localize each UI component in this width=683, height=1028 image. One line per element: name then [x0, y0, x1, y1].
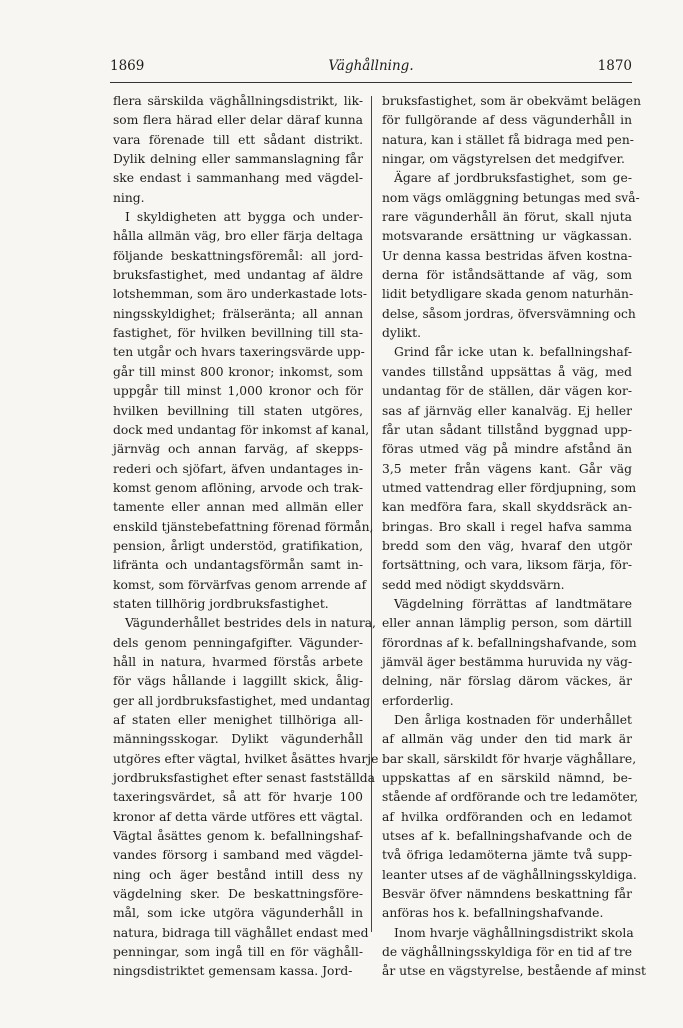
text-line: ning.	[113, 190, 145, 205]
text-line: lotshemman, som äro underkastade lots-	[113, 287, 368, 302]
text-line: uppgår till minst 1,000 kronor och för	[113, 384, 363, 399]
text-line: bruksfastighet, som är obekvämt belägen	[382, 94, 642, 108]
text-line: ning och äger bestånd intill dess ny	[113, 867, 363, 882]
text-line: föras utmed väg på mindre afstånd än	[382, 442, 632, 457]
text-line: männingsskogar. Dylikt vägunderhåll	[113, 732, 363, 747]
text-line: järnväg och annan farväg, af skepps-	[113, 442, 363, 457]
text-line: för fullgörande af dess vägunderhåll in	[382, 113, 632, 128]
text-line: Vägdelning förrättas af landtmätare	[394, 596, 632, 611]
text-line: Dylik delning eller sammanslagning får	[113, 152, 363, 167]
text-line: stående af ordförande och tre ledamöter,	[382, 790, 639, 805]
text-line: komst, som förvärfvas genom arrende af	[113, 577, 367, 592]
text-line: Den årliga kostnaden för underhållet	[394, 713, 632, 727]
text-line: fortsättning, och vara, liksom färja, för-	[382, 558, 632, 573]
text-line: nom vägs omläggning betungas med svå-	[382, 190, 640, 205]
text-line: hvilken bevillning till staten utgöres,	[113, 403, 363, 418]
text-line: staten tillhörig jordbruksfastighet.	[113, 596, 329, 611]
text-line: år utse en vägstyrelse, bestående af minst	[382, 964, 646, 979]
left-column	[113, 92, 379, 982]
text-line: två öfriga ledamöterna jämte två supp-	[382, 848, 632, 863]
paragraph	[382, 343, 637, 594]
text-line: pension, årligt understöd, gratifikation,	[113, 538, 363, 553]
text-line: komst genom aflöning, arvode och trak-	[113, 480, 363, 495]
text-line: 3,5 meter från vägens kant. Går väg	[382, 461, 632, 476]
text-line: ger all jordbruksfastighet, med undantag	[113, 693, 371, 708]
text-line: enskild tjänstebefattning förenad förmån,	[113, 519, 374, 534]
text-line: af allmän väg under den tid mark är	[382, 732, 632, 747]
text-line: Vägunderhållet bestrides dels in natura,	[125, 616, 376, 631]
text-line: Grind får icke utan k. befallningshaf-	[394, 345, 632, 360]
text-line: motsvarande ersättning ur vägkassan.	[382, 229, 632, 244]
text-line: erforderlig.	[382, 693, 454, 708]
text-line: får utan sådant tillstånd byggnad upp-	[382, 422, 632, 437]
text-line: förordnas af k. befallningshafvande, som	[382, 635, 637, 650]
paragraph	[113, 92, 363, 208]
text-line: lifränta och undantagsförmån samt in-	[113, 558, 363, 573]
text-line: för vägs hållande i laggillt skick, ålig-	[113, 674, 363, 689]
text-line: som flera härad eller delar däraf kunna	[113, 113, 363, 128]
text-line: ningar, om vägstyrelsen det medgifver.	[382, 152, 625, 167]
text-line: Ur denna kassa bestridas äfven kostna-	[382, 248, 632, 263]
right-column	[382, 92, 646, 982]
text-line: Vägtal åsättes genom k. befallningshaf-	[113, 829, 363, 844]
text-line: vandes tillstånd uppsättas å väg, med	[382, 364, 632, 379]
text-line: derna för iståndsättande af väg, som	[382, 268, 632, 283]
text-line: tamente eller annan med allmän eller	[113, 500, 363, 515]
paragraph	[113, 614, 379, 982]
text-line: bringas. Bro skall i regel hafva samma	[382, 519, 632, 534]
text-line: håll in natura, hvarmed förstås arbete	[113, 654, 363, 669]
text-line: kronor af detta värde utföres ett vägtal.	[113, 809, 363, 824]
text-line: kan medföra fara, skall skyddsräck an-	[382, 500, 632, 515]
text-line: går till minst 800 kronor; inkomst, som	[113, 364, 363, 379]
text-line: bredd som den väg, hvaraf den utgör	[382, 538, 632, 553]
text-line: natura, kan i stället få bidraga med pen-	[382, 132, 634, 147]
text-line: anföras hos k. befallningshafvande.	[382, 906, 604, 921]
running-title: Väghållning.	[328, 58, 414, 74]
text-line: vara förenade till ett sådant distrikt.	[113, 132, 363, 147]
text-line: lidit betydligare skada genom naturhän-	[382, 287, 634, 302]
text-line: bruksfastighet, med undantag af äldre	[113, 268, 363, 283]
paragraph	[113, 208, 374, 614]
paragraph	[382, 595, 637, 711]
text-line: taxeringsvärdet, så att för hvarje 100	[113, 790, 363, 805]
text-line: utgöres efter vägtal, hvilket åsättes hvarje	[113, 751, 379, 766]
text-line: dock med undantag för inkomst af kanal,	[113, 422, 370, 437]
text-line: Inom hvarje väghållningsdistrikt skola	[394, 925, 634, 940]
text-line: natura, bidraga till väghållet endast med	[113, 925, 369, 940]
text-line: fastighet, för hvilken bevillning till sta-	[113, 326, 363, 341]
text-line: jordbruksfastighet efter senast fastställda	[113, 771, 376, 786]
text-line: af staten eller menighet tillhöriga all-	[113, 713, 363, 727]
header-rule	[110, 82, 632, 83]
left-page-number: 1869	[110, 58, 145, 74]
text-line: ningsdistriktet gemensam kassa. Jord-	[113, 964, 353, 979]
text-line: de väghållningsskyldiga för en tid af tre	[382, 945, 632, 960]
paragraph	[382, 711, 639, 924]
text-line: vägdelning sker. De beskattningsföre-	[113, 887, 363, 902]
paragraph	[382, 924, 646, 982]
paragraph	[382, 92, 642, 169]
text-line: rederi och sjöfart, äfven undantages in-	[113, 461, 363, 476]
text-line: bar skall, särskildt för hvarje väghållare,	[382, 751, 637, 766]
text-line: penningar, som ingå till en för väghåll-	[113, 945, 363, 960]
text-line: Besvär öfver nämndens beskattning får	[382, 887, 632, 902]
text-line: dels genom penningafgifter. Vägunder-	[113, 635, 363, 650]
page-header	[110, 58, 632, 80]
text-line: mål, som icke utgöra vägunderhåll in	[113, 906, 363, 921]
text-line: dylikt.	[382, 326, 421, 341]
text-line: ningsskyldighet; frälseränta; all annan	[113, 306, 363, 321]
text-line: delning, när förslag därom väckes, är	[382, 674, 632, 689]
text-line: af hvilka ordföranden och en ledamot	[382, 809, 632, 824]
text-line: sedd med nödigt skyddsvärn.	[382, 577, 565, 592]
text-line: uppskattas af en särskild nämnd, be-	[382, 771, 632, 786]
text-line: hålla allmän väg, bro eller färja deltaga	[113, 229, 363, 244]
text-line: utmed vattendrag eller fördjupning, som	[382, 480, 637, 495]
text-line: undantag för de ställen, där vägen kor-	[382, 384, 632, 399]
right-page-number: 1870	[597, 58, 632, 74]
column-divider	[371, 96, 372, 932]
text-line: leanter utses af de väghållningsskyldiga.	[382, 867, 637, 882]
text-line: delse, såsom jordras, öfversvämning och	[382, 306, 636, 321]
text-line: ske endast i sammanhang med vägdel-	[113, 171, 363, 186]
text-line: utses af k. befallningshafvande och de	[382, 829, 632, 844]
text-line: följande beskattningsföremål: all jord-	[113, 248, 363, 263]
text-line: ten utgår och hvars taxeringsvärde upp-	[113, 345, 365, 360]
text-line: sas af järnväg eller kanalväg. Ej heller	[382, 403, 632, 418]
text-line: Ägare af jordbruksfastighet, som ge-	[394, 171, 632, 186]
text-line: rare vägunderhåll än förut, skall njuta	[382, 210, 632, 225]
text-line: I skyldigheten att bygga och under-	[125, 210, 363, 225]
text-line: vandes försorg i samband med vägdel-	[113, 848, 363, 863]
text-line: flera särskilda väghållningsdistrikt, lik-	[113, 94, 363, 108]
text-line: eller annan lämplig person, som därtill	[382, 616, 632, 631]
paragraph	[382, 169, 640, 343]
text-line: jämväl äger bestämma huruvida ny väg-	[382, 654, 633, 669]
